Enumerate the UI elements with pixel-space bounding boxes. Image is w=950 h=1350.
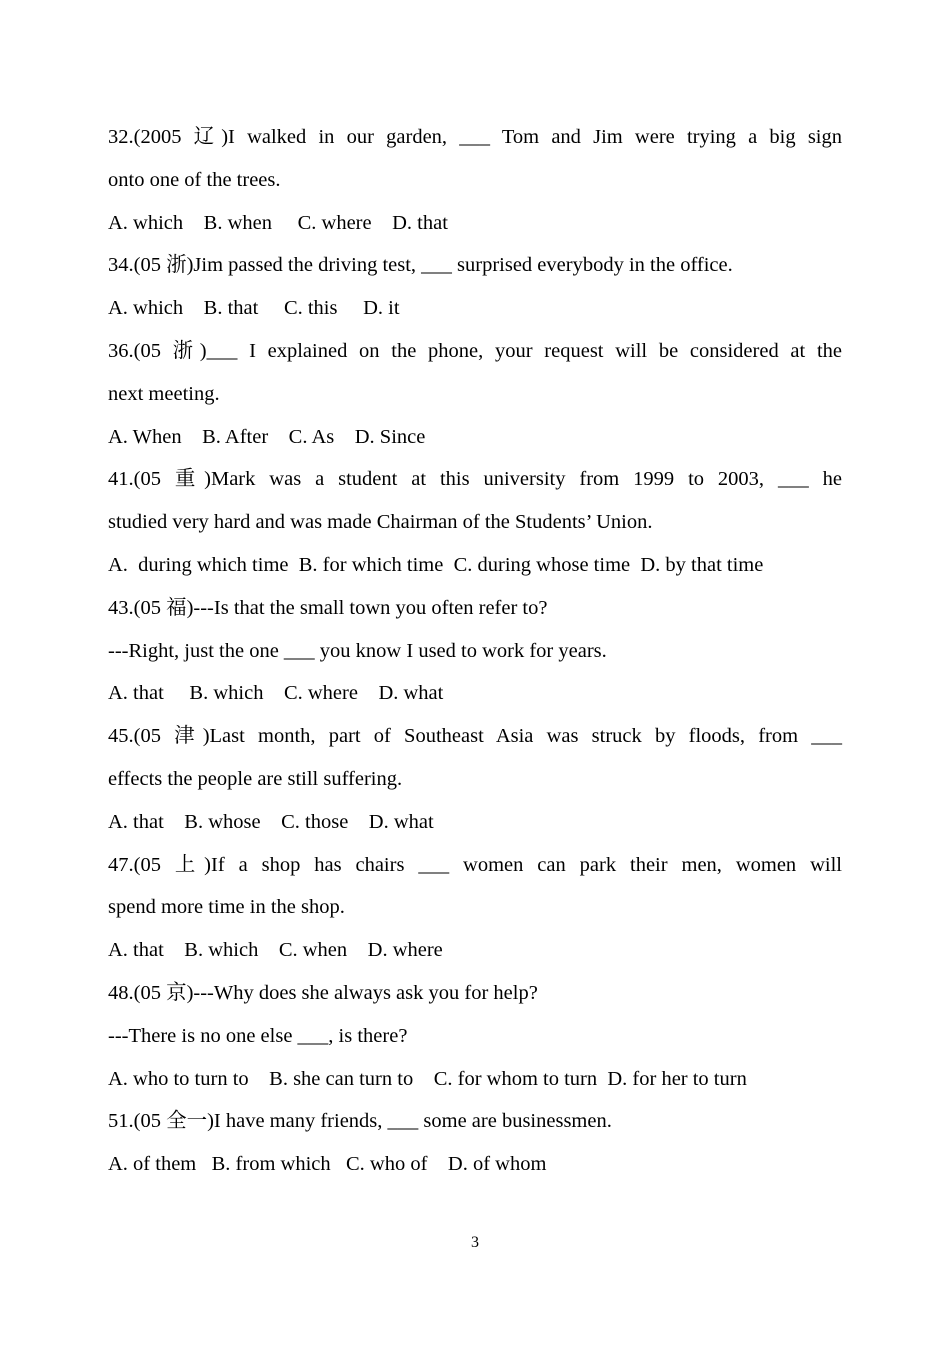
question-48-stem-line-2: ---There is no one else ___, is there? xyxy=(108,1024,408,1047)
question-51-stem: 51.(05 全一)I have many friends, ___ some are businessmen. xyxy=(108,1110,612,1133)
question-41-stem-line-2: studied very hard and was made Chairman of the Students’ Union. xyxy=(108,511,653,534)
question-47-stem-line-2: spend more time in the shop. xyxy=(108,896,345,919)
question-32-stem-line-2: onto one of the trees. xyxy=(108,168,281,191)
question-47-options: A. that B. which C. when D. where xyxy=(108,939,443,962)
question-36-options: A. When B. After C. As D. Since xyxy=(108,425,426,448)
question-36-stem-line-1: 36.(05 浙)___ I explained on the phone, your request will be considered at the xyxy=(108,339,842,362)
question-43-stem-line-2: ---Right, just the one ___ you know I used to work for years. xyxy=(108,639,607,662)
question-48-options: A. who to turn to B. she can turn to C. for whom to turn D. for her to turn xyxy=(108,1067,747,1090)
question-45-options: A. that B. whose C. those D. what xyxy=(108,810,434,833)
question-32-stem-line-1: 32.(2005 辽)I walked in our garden, ___ Tom and Jim were trying a big sign xyxy=(108,126,842,148)
question-32-options: A. which B. when C. where D. that xyxy=(108,211,448,234)
question-47-stem-line-1: 47.(05 上)If a shop has chairs ___ women can park their men, women will xyxy=(108,853,842,876)
question-45-stem-line-1: 45.(05 津)Last month, part of Southeast Asia was struck by floods, from ___ xyxy=(108,725,842,748)
question-34-stem: 34.(05 浙)Jim passed the driving test, ___ surprised everybody in the office. xyxy=(108,254,733,277)
document-body xyxy=(108,116,842,1186)
question-43-options: A. that B. which C. where D. what xyxy=(108,682,444,705)
question-41-stem-line-1: 41.(05 重)Mark was a student at this university from 1999 to 2003, ___ he xyxy=(108,468,842,491)
question-36-stem-line-2: next meeting. xyxy=(108,382,220,405)
question-48-stem-line-1: 48.(05 京)---Why does she always ask you for help? xyxy=(108,981,538,1004)
question-34-options: A. which B. that C. this D. it xyxy=(108,297,400,320)
question-43-stem-line-1: 43.(05 福)---Is that the small town you often refer to? xyxy=(108,596,548,619)
question-51-options: A. of them B. from which C. who of D. of whom xyxy=(108,1153,547,1176)
question-45-stem-line-2: effects the people are still suffering. xyxy=(108,767,403,790)
question-41-options: A. during which time B. for which time C. during whose time D. by that time xyxy=(108,553,764,576)
page-number: 3 xyxy=(471,1234,479,1251)
